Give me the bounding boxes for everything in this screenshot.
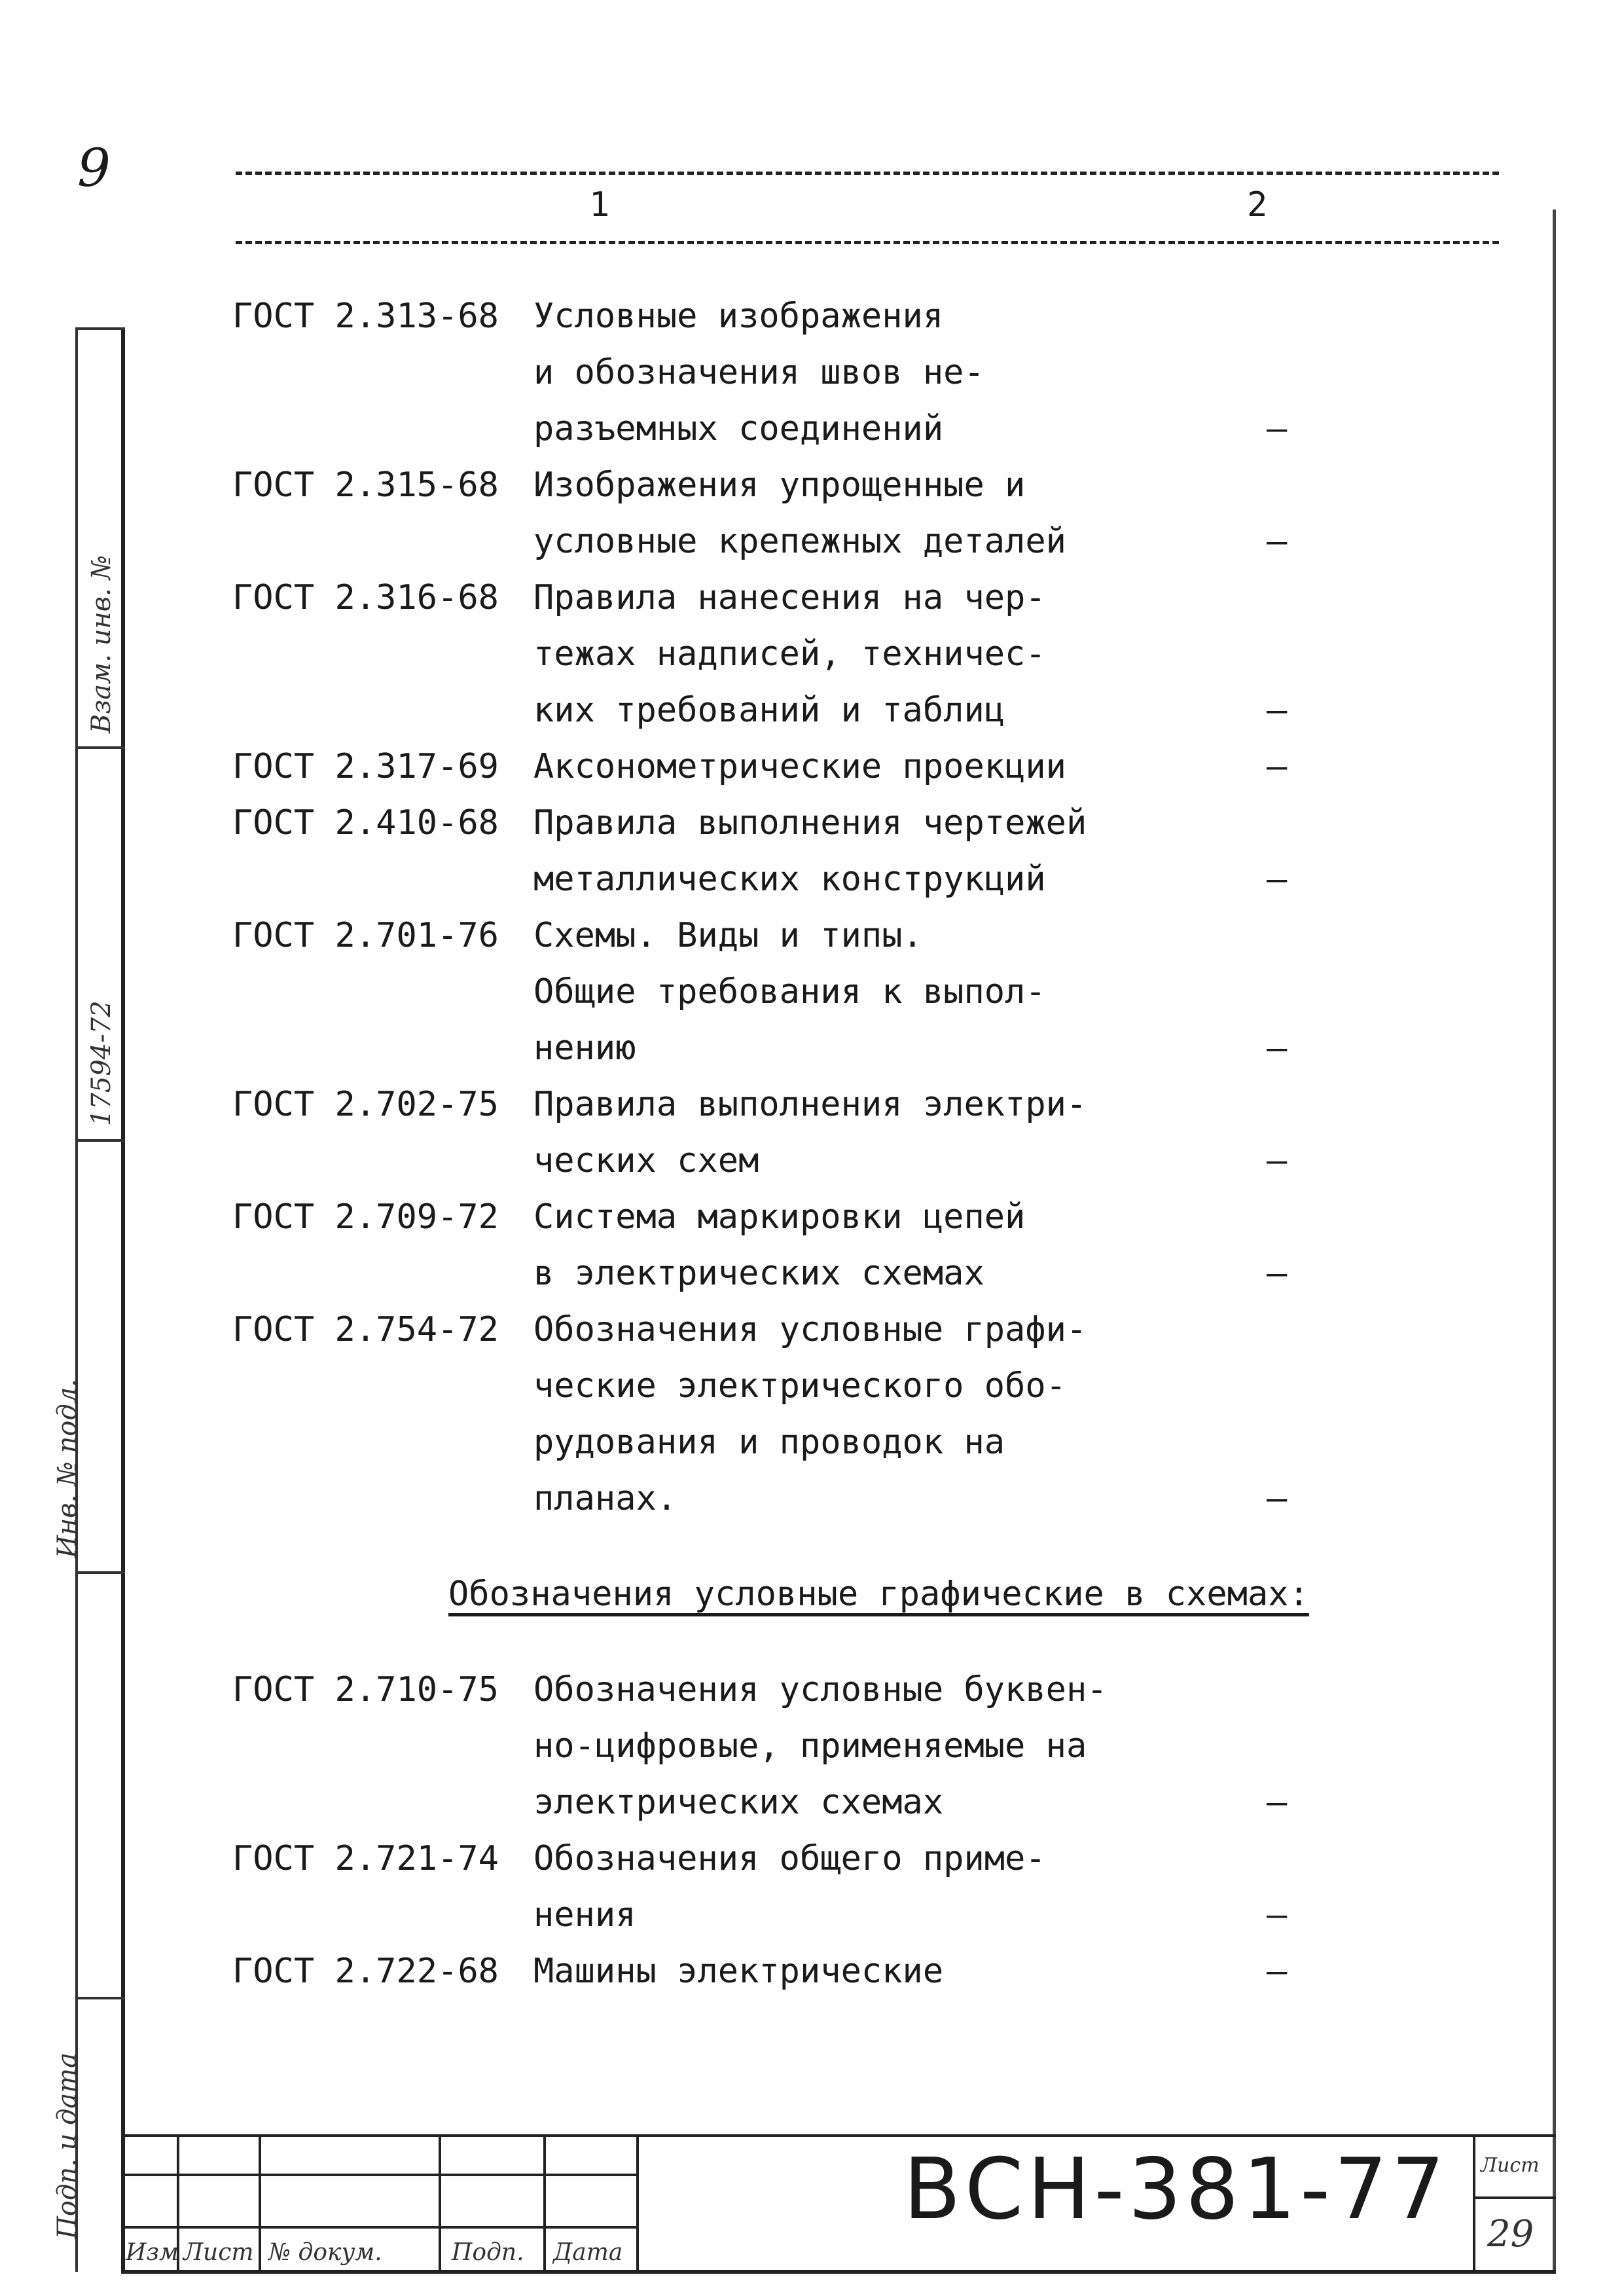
titleblock-col-line <box>636 2134 639 2272</box>
sheet-number: 29 <box>1487 2213 1534 2255</box>
header-top-rule <box>236 172 1499 175</box>
standard-code: ГОСТ 2.709-72 <box>232 1197 499 1237</box>
standard-title-line: Обозначения общего приме- <box>533 1839 1046 1878</box>
standard-code: ГОСТ 2.410-68 <box>232 803 499 843</box>
strip-divider <box>75 746 125 749</box>
titleblock-row-line <box>121 2174 638 2176</box>
titleblock-col-line <box>439 2134 441 2272</box>
titleblock-row-line <box>121 2134 638 2137</box>
standard-title-line: но-цифровые, применяемые на <box>533 1726 1087 1766</box>
titleblock-col-line <box>543 2134 546 2272</box>
standard-title-line: условные крепежных деталей <box>533 522 1066 561</box>
left-strip-border <box>75 327 78 2272</box>
standard-title-line: нения <box>533 1895 636 1935</box>
column-2-dash: – <box>1267 860 1288 899</box>
standard-title-line: Схемы. Виды и типы. <box>533 916 923 955</box>
titleblock-top-line <box>638 2134 1556 2137</box>
strip-divider <box>75 1997 125 1999</box>
standard-code: ГОСТ 2.710-75 <box>232 1670 499 1709</box>
standard-title-line: Обозначения условные графи- <box>533 1310 1087 1349</box>
titleblock-col-line <box>259 2134 261 2272</box>
standard-title-line: и обозначения швов не- <box>533 353 984 392</box>
caption-sign: Подп. <box>452 2239 524 2266</box>
standard-title-line: электрических схемах <box>533 1783 944 1822</box>
column-2-dash: – <box>1267 747 1288 786</box>
titleblock-row-line <box>121 2226 638 2229</box>
strip-label-replace-inv: Взам. инв. № <box>86 555 117 733</box>
titleblock-col-line <box>1473 2134 1475 2272</box>
section-heading: Обозначения условные графические в схемах: <box>448 1575 1309 1614</box>
standard-title-line: металлических конструкций <box>533 860 1046 899</box>
column-2-dash: – <box>1267 1029 1288 1068</box>
header-bottom-rule <box>236 241 1499 244</box>
standard-title-line: Общие требования к выпол- <box>533 972 1046 1011</box>
standard-title-line: планах. <box>533 1479 677 1518</box>
standard-title-line: ких требований и таблиц <box>533 691 1005 730</box>
caption-izm: Изм <box>126 2239 179 2266</box>
standard-code: ГОСТ 2.316-68 <box>232 578 499 617</box>
standard-title-line: ческих схем <box>533 1141 759 1180</box>
standard-title-line: Обозначения условные буквен- <box>533 1670 1108 1709</box>
caption-date: Дата <box>553 2239 623 2266</box>
strip-divider <box>75 327 125 330</box>
standard-code: ГОСТ 2.315-68 <box>232 465 499 505</box>
caption-list: Лист <box>183 2239 254 2266</box>
standard-title-line: Правила выполнения электри- <box>533 1085 1087 1124</box>
standard-code: ГОСТ 2.754-72 <box>232 1310 499 1349</box>
standard-code: ГОСТ 2.721-74 <box>232 1839 499 1878</box>
column-2-dash: – <box>1267 1479 1288 1518</box>
standard-code: ГОСТ 2.722-68 <box>232 1952 499 1991</box>
standard-code: ГОСТ 2.702-75 <box>232 1085 499 1124</box>
standard-title-line: Условные изображения <box>533 297 944 336</box>
column-2-header: 2 <box>1247 185 1268 225</box>
strip-label-value: 17594-72 <box>86 1000 117 1126</box>
column-2-dash: – <box>1267 1141 1288 1180</box>
strip-label-sign-date: Подп. и дата <box>52 2052 82 2239</box>
page-number-top: 9 <box>77 137 111 198</box>
document-code: ВСН-381-77 <box>903 2141 1449 2238</box>
standard-title-line: Система маркировки цепей <box>533 1197 1026 1237</box>
column-1-header: 1 <box>589 185 610 225</box>
standard-title-line: Правила выполнения чертежей <box>533 803 1087 843</box>
column-2-dash: – <box>1267 1895 1288 1935</box>
titleblock-sheet-divider <box>1473 2196 1556 2199</box>
standard-title-line: ческие электрического обо- <box>533 1366 1066 1406</box>
standard-title-line: Правила нанесения на чер- <box>533 578 1046 617</box>
column-2-dash: – <box>1267 1952 1288 1991</box>
standard-code: ГОСТ 2.317-69 <box>232 747 499 786</box>
standard-title-line: разъемных соединений <box>533 409 944 448</box>
standard-title-line: Изображения упрощенные и <box>533 465 1026 505</box>
frame-left-border <box>121 327 125 2272</box>
column-2-dash: – <box>1267 522 1288 561</box>
standard-title-line: нению <box>533 1029 636 1068</box>
standard-title-line: рудования и проводок на <box>533 1423 1005 1462</box>
standard-title-line: Машины электрические <box>533 1952 944 1991</box>
caption-doc-no: № докум. <box>268 2239 382 2266</box>
column-2-dash: – <box>1267 1783 1288 1822</box>
frame-bottom-border <box>121 2270 1556 2274</box>
frame-right-border <box>1553 210 1556 2272</box>
standard-title-line: в электрических схемах <box>533 1254 984 1293</box>
sheet-caption: Лист <box>1481 2154 1540 2177</box>
strip-divider <box>75 1139 125 1142</box>
standard-title-line: тежах надписей, техничес- <box>533 634 1046 674</box>
strip-divider <box>75 1571 125 1574</box>
standard-code: ГОСТ 2.313-68 <box>232 297 499 336</box>
column-2-dash: – <box>1267 409 1288 448</box>
standard-title-line: Аксонометрические проекции <box>533 747 1066 786</box>
column-2-dash: – <box>1267 1254 1288 1293</box>
column-2-dash: – <box>1267 691 1288 730</box>
strip-label-inv-no: Инв. № подл. <box>52 1379 82 1558</box>
standard-code: ГОСТ 2.701-76 <box>232 916 499 955</box>
